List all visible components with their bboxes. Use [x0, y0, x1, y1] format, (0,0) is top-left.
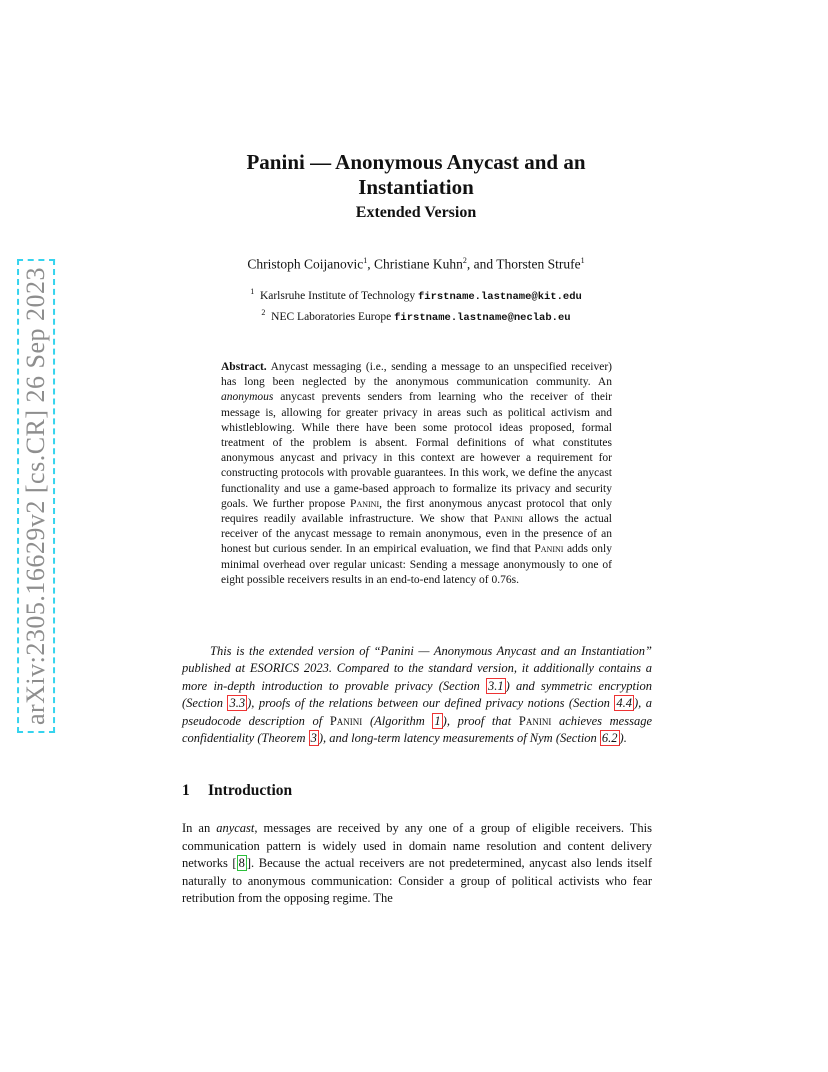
abstract-text: anycast prevents senders from learning who the receiver of their message is, allowing for greater privacy in areas such as political activism and whistleblowing. While there have been some protocol ideas proposed, formal treatment of the problem is absent. Formal definitions of what constitutes anonymous anycast and privacy in this context are however a requirement for constructing protocols with provable guarantees. In this work, we define the anycast functionality and use a game-based approach to formalize its privacy and security goals. We further propose — [221, 391, 612, 510]
section-heading — [182, 782, 292, 800]
protocol-name: Panini — [350, 497, 380, 510]
protocol-name: Panini — [534, 543, 564, 556]
abstract-text: Anycast messaging (i.e., sending a message to an unspecified receiver) has long been neglected by the anonymous communication community. An — [221, 361, 612, 389]
affiliation-2 — [180, 305, 652, 326]
affiliation-number: 2 — [261, 307, 266, 317]
author-separator: , — [367, 256, 374, 272]
note-text: (Algorithm — [362, 713, 433, 728]
note-text: achieves message confidentiality (Theorem — [182, 713, 652, 746]
section-link[interactable]: 4.4 — [616, 696, 632, 711]
affiliation-email: firstname.lastname@kit.edu — [417, 290, 582, 303]
affiliations — [180, 284, 652, 326]
abstract-text: , the first anonymous anycast protocol that only requires readily available infrastructure. We show that — [221, 497, 612, 526]
author-3-affil: 1 — [580, 256, 585, 265]
author-separator: , and — [466, 256, 497, 272]
note-text: ), a pseudocode description of — [182, 696, 652, 728]
abstract-text: adds only minimal overhead over regular unicast: Sending a message anonymously to one of eight possible receivers results in an end-to-end latency of 0.76s. — [221, 543, 613, 586]
protocol-name: Panini — [493, 513, 523, 526]
section-number: 1 — [182, 782, 190, 799]
introduction-paragraph: In an anycast, messages are received by any one of a group of eligible receivers. This communication pattern is widely used in domain name resolution and content delivery networks [ 8 ]. Because the actual receivers are not predetermined, anycast also lends itself naturally to anonymous communication: Consider a group of political activists who fear retribution from the opposing regime. The — [182, 821, 653, 906]
body-text: In an — [182, 821, 217, 835]
note-text: ), proof that — [442, 713, 519, 728]
protocol-name: Panini — [518, 713, 552, 728]
abstract-emphasis: anonymous — [221, 391, 274, 404]
body-text: . Because the actual receivers are not predetermined, anycast also lends itself naturally to anonymous communication: Consider a group of political activists who fear retribution from the opposing regime. The — [182, 856, 653, 906]
arxiv-watermark — [16, 256, 56, 736]
protocol-name: Panini — [329, 713, 363, 728]
theorem-link[interactable]: 3 — [310, 731, 317, 746]
author-3: Thorsten Strufe — [496, 256, 581, 272]
abstract-label: Abstract. — [221, 361, 267, 373]
note-text: ), and long-term latency measurements of Nym (Section — [318, 731, 600, 746]
author-2: Christiane Kuhn — [374, 256, 463, 272]
affiliation-number: 1 — [250, 287, 255, 296]
abstract — [221, 360, 612, 588]
author-2-affil: 2 — [462, 256, 467, 265]
author-1-affil: 1 — [363, 256, 368, 265]
note-text: ), proofs of the relations between our defined privacy notions (Section — [247, 696, 615, 711]
note-text: ). — [619, 731, 627, 746]
paper-title — [180, 150, 652, 200]
affiliation-name: Karlsruhe Institute of Technology — [259, 289, 416, 302]
algorithm-link[interactable]: 1 — [434, 713, 441, 728]
section-link[interactable]: 3.3 — [229, 696, 246, 711]
affiliation-name: NEC Laboratories Europe — [271, 310, 392, 323]
section-link[interactable]: 3.1 — [487, 678, 504, 693]
body-emphasis: anycast — [216, 821, 255, 835]
section-link[interactable]: 6.2 — [601, 731, 618, 746]
section-title: Introduction — [208, 782, 293, 799]
author-1: Christoph Coijanovic — [247, 256, 364, 272]
affiliation-email: firstname.lastname@neclab.eu — [394, 311, 571, 324]
citation-link[interactable]: 8 — [238, 856, 245, 871]
title-line-1: Panini — Anonymous Anycast and an — [246, 150, 586, 174]
note-text: ) and symmetric encryption (Section — [182, 678, 652, 711]
author-list — [180, 256, 652, 273]
abstract-text: allows the actual receiver of the anycast message to remain anonymous, even in the presence of an honest but curious sender. In an empirical evaluation, we find that — [221, 513, 613, 556]
arxiv-id-text: arXiv:2305.16629v2 [cs.CR] 26 Sep 2023 — [17, 259, 55, 733]
note-text: This is the extended version of “Panini — Anonymous Anycast and an Instantiation” published at ESORICS 2023. Compared to the standard version, it additionally contains a more in-depth introduction to provable privacy (Section — [182, 644, 652, 693]
paper-subtitle: Extended Version — [355, 204, 477, 221]
body-text: , messages are received by any one of a group of eligible receivers. This communication pattern is widely used in domain name resolution and content delivery networks — [182, 821, 652, 871]
title-line-2: Instantiation — [358, 175, 474, 199]
extended-version-note — [182, 643, 652, 747]
affiliation-1 — [180, 284, 652, 305]
